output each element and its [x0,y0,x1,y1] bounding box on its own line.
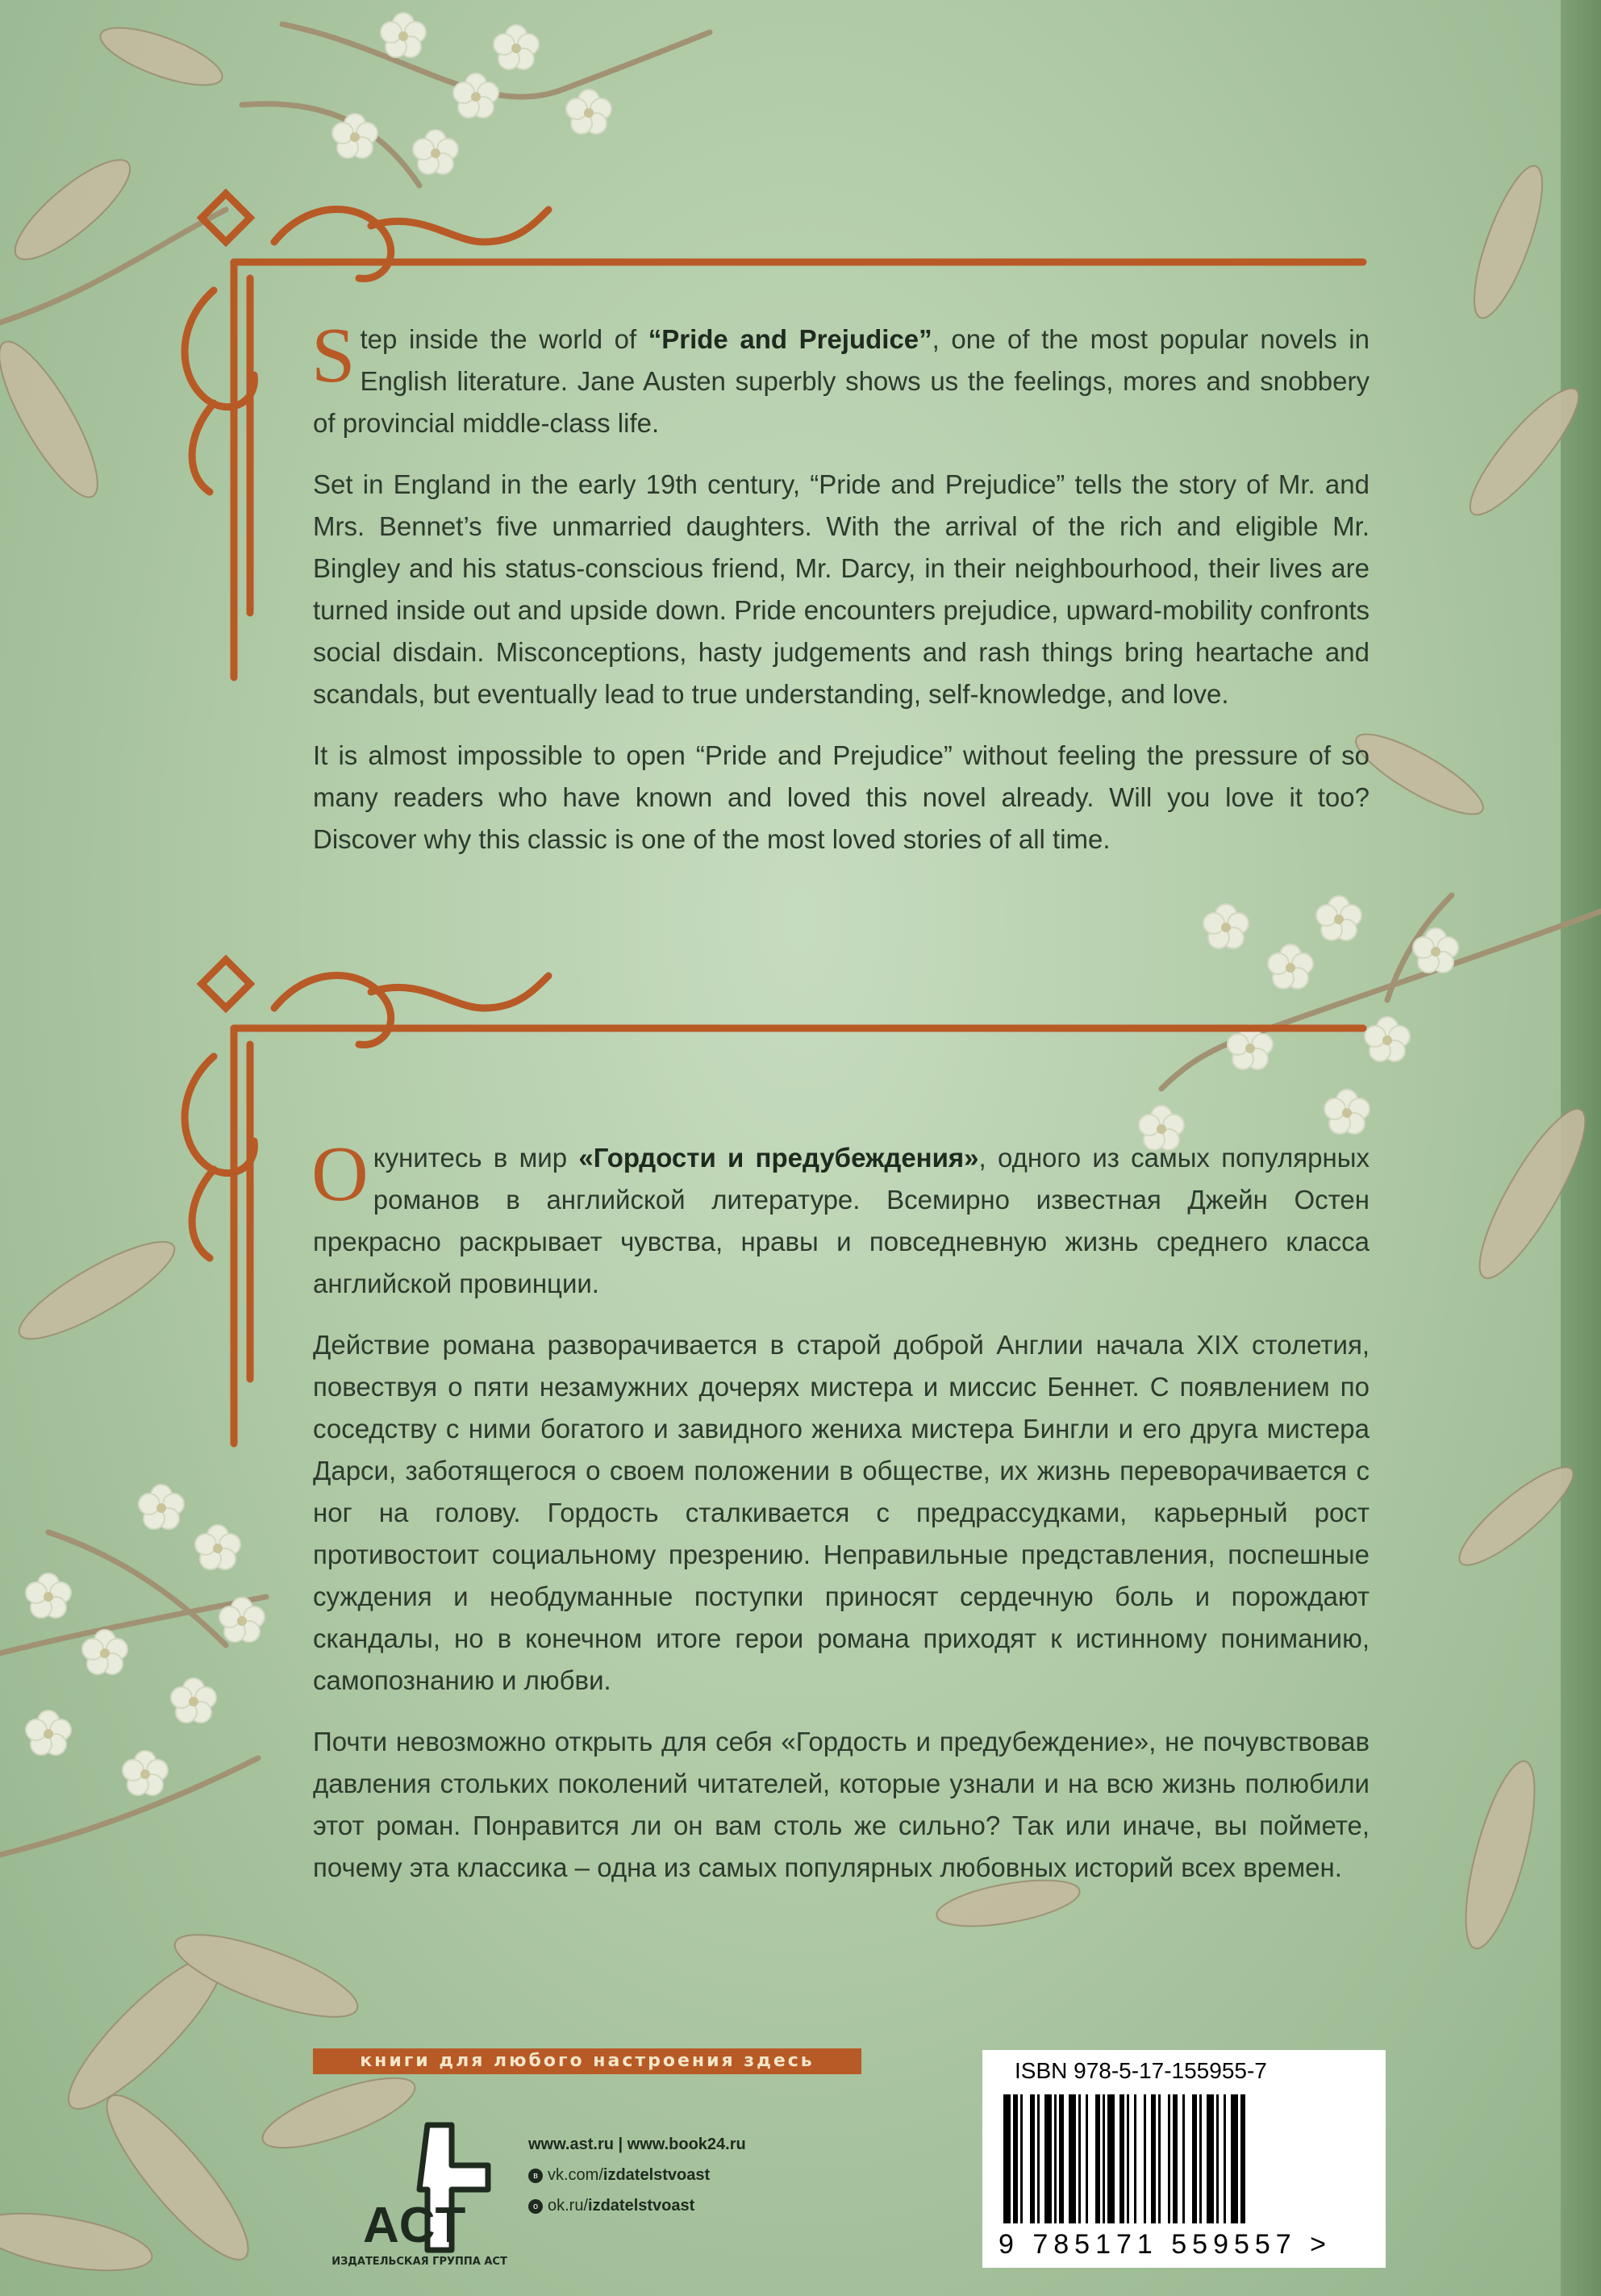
barcode-bar [1103,2094,1105,2223]
english-paragraph-1 [311,312,1370,444]
russian-title-bold: «Гордости и предубеждения» [578,1143,979,1173]
barcode-bar [1231,2094,1238,2223]
barcode-bar [1119,2094,1124,2223]
barcode-bar [1158,2094,1161,2223]
barcode-bar [1086,2094,1088,2223]
vk-link[interactable] [528,2160,746,2190]
barcode-bar [1059,2094,1064,2223]
russian-paragraph-3: Почти невозможно открыть для себя «Гордость и предубеждение», не почувствовав давления стольких поколений читателей, которые узнали и на всю жизнь полюбили этот роман. Понравится ли он вам столь же сильно? Так или иначе, вы поймете, почему эта классика – одна из самых популярных любовных историй всех времен. [313,1727,1370,1882]
isbn-text: ISBN 978-5-17-155955-7 [1015,2058,1267,2083]
barcode-bar [1207,2094,1214,2223]
publisher-name: ИЗДАТЕЛЬСКАЯ ГРУППА АСТ [331,2256,507,2268]
russian-description [311,1131,1370,1908]
barcode-bar [1037,2094,1040,2223]
flowers-top [332,13,611,174]
barcode-bar [1107,2094,1115,2223]
english-description [311,312,1370,880]
english-paragraph-2: Set in England in the early 19th century, “Pride and Prejudice” tells the story of Mr. and Mrs. Bennet’s five unmarried daughters. With the arrival of the rich and eligible Mr. Bingley and his status-conscious friend, Mr. Darcy, in their neighbourhood, their lives are turned inside out and upside down. Pride encounters prejudice, upward-mobility confronts social disdain. Misconceptions, hasty judgements and rash things bring heartache and scandals, but eventually lead to true understanding, self-knowledge, and love. [313,469,1370,709]
russian-p1-end: , одного из самых популярных романов в английской литературе. Всемирно известная Джейн Остен прекрасно раскрывает чувства, нравы и повседневную жизнь среднего класса английской провинции. [313,1143,1370,1298]
english-paragraph-3: It is almost impossible to open “Pride and Prejudice” without feeling the pressure of so many readers who have known and loved this novel already. Will you love it too? Discover why this classic is one of the most loved stories of all time. [313,740,1370,854]
english-title-bold: “Pride and Prejudice” [648,324,932,354]
publisher-links [528,2129,746,2221]
barcode-bar [1151,2094,1156,2223]
drop-cap-o: О [311,1131,369,1218]
vk-prefix: vk.com/ [548,2166,603,2184]
barcode-bar [1013,2094,1018,2223]
ast-logo [347,2109,508,2278]
vk-handle: izdatelstvoast [602,2166,711,2184]
barcode-bar [1044,2094,1052,2223]
tagline-banner: книги для любого настроения здесь [313,2048,861,2074]
website-links[interactable]: www.ast.ru | www.book24.ru [528,2136,746,2153]
russian-paragraph-2: Действие романа разворачивается в старой доброй Англии начала XIX столетия, повествуя о пяти незамужних дочерях мистера и миссис Беннет. С появлением по соседству с ними богатого и завидного жениха мистера Бингли и его друга мистера Дарси, заботящегося о своем положении в обществе, их жизнь переворачивается с ног на голову. Гордость сталкивается с предрассудками, карьерный рост противостоит социальному презрению. Неправильные представления, поспешные суждения и необдуманные поступки приносят сердечную боль и порождают скандалы, но в конечном итоге герои романа приходят к истинному пониманию, самопознанию и любви. [313,1330,1370,1695]
barcode-bar [1240,2094,1245,2223]
flowers-right [1139,896,1458,1150]
barcode-bar [1127,2094,1129,2223]
ok-handle: izdatelstvoast [588,2197,695,2215]
ok-prefix: ok.ru/ [548,2197,589,2215]
drop-cap-s: S [311,312,356,399]
barcode-bar [1030,2094,1035,2223]
barcode-bars [999,2094,1370,2223]
ok-link[interactable] [528,2190,746,2221]
barcode-bar [1003,2094,1011,2223]
english-p1-start: tep inside the world of [360,324,648,354]
logo-mark: ACT [363,2198,466,2253]
english-p1-end: , one of the most popular novels in English literature. Jane Austen superbly shows us the feelings, mores and snobbery of provincial middle-class life. [313,324,1370,438]
ok-icon: о [528,2199,543,2214]
barcode-bar [1134,2094,1136,2223]
barcode-bar [1020,2094,1023,2223]
vk-icon: в [528,2169,543,2183]
barcode-bar [1192,2094,1197,2223]
barcode-bar [1199,2094,1202,2223]
barcode-bar [1069,2094,1076,2223]
russian-paragraph-1 [311,1131,1370,1305]
russian-p1-start: кунитесь в мир [373,1143,579,1173]
barcode-bar [1054,2094,1057,2223]
barcode-panel [982,2050,1386,2268]
barcode-bar [1095,2094,1100,2223]
barcode-bar [1216,2094,1219,2223]
barcode-bar [1168,2094,1170,2223]
barcode-digits: 9 785171 559557 > [999,2229,1332,2260]
barcode-bar [1078,2094,1081,2223]
barcode-bar [1173,2094,1178,2223]
barcode-bar [1224,2094,1226,2223]
barcode-bar [1182,2094,1185,2223]
barcode-bar [1144,2094,1146,2223]
